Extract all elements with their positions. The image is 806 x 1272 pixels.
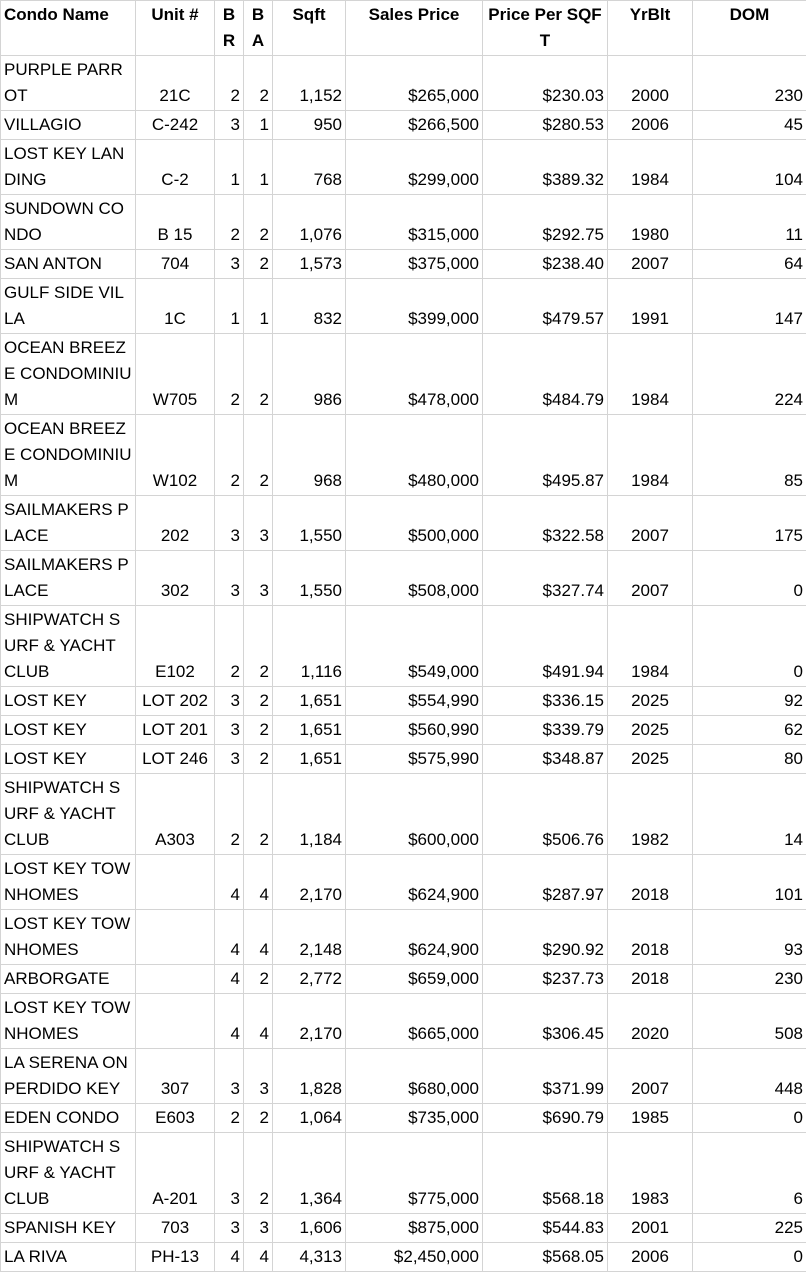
- cell-bedrooms[interactable]: 2: [215, 774, 244, 855]
- cell-year-built[interactable]: 2018: [608, 965, 693, 994]
- cell-condo-name[interactable]: SHIPWATCH SURF & YACHT CLUB: [1, 774, 136, 855]
- cell-bedrooms[interactable]: 3: [215, 1049, 244, 1104]
- cell-bathrooms[interactable]: 2: [244, 334, 273, 415]
- cell-price-per-sqft[interactable]: $287.97: [483, 855, 608, 910]
- cell-year-built[interactable]: 2018: [608, 855, 693, 910]
- cell-year-built[interactable]: 1983: [608, 1133, 693, 1214]
- cell-price-per-sqft[interactable]: $292.75: [483, 195, 608, 250]
- cell-bedrooms[interactable]: 4: [215, 855, 244, 910]
- table-row: [1, 1243, 806, 1272]
- cell-unit-number[interactable]: LOT 201: [136, 716, 215, 745]
- cell-bathrooms[interactable]: 3: [244, 1214, 273, 1243]
- cell-price-per-sqft[interactable]: $306.45: [483, 994, 608, 1049]
- cell-sqft[interactable]: 832: [273, 279, 346, 334]
- cell-sales-price[interactable]: $549,000: [346, 606, 483, 687]
- cell-sales-price[interactable]: $480,000: [346, 415, 483, 496]
- cell-sqft[interactable]: 1,116: [273, 606, 346, 687]
- cell-year-built[interactable]: 2006: [608, 111, 693, 140]
- cell-sales-price[interactable]: $624,900: [346, 910, 483, 965]
- cell-bathrooms[interactable]: 2: [244, 745, 273, 774]
- table-row: [1, 496, 806, 551]
- cell-price-per-sqft[interactable]: $237.73: [483, 965, 608, 994]
- cell-days-on-market[interactable]: 6: [693, 1133, 806, 1214]
- cell-days-on-market[interactable]: 175: [693, 496, 806, 551]
- cell-days-on-market[interactable]: 101: [693, 855, 806, 910]
- cell-year-built[interactable]: 1980: [608, 195, 693, 250]
- cell-bathrooms[interactable]: 3: [244, 551, 273, 606]
- cell-sales-price[interactable]: $375,000: [346, 250, 483, 279]
- cell-unit-number[interactable]: 703: [136, 1214, 215, 1243]
- cell-sqft[interactable]: 1,651: [273, 745, 346, 774]
- cell-bedrooms[interactable]: 4: [215, 1243, 244, 1272]
- cell-bathrooms[interactable]: 3: [244, 496, 273, 551]
- cell-bedrooms[interactable]: 2: [215, 1104, 244, 1133]
- cell-sqft[interactable]: 968: [273, 415, 346, 496]
- column-header-unit-number[interactable]: Unit #: [136, 1, 215, 56]
- cell-condo-name[interactable]: SUNDOWN CONDO: [1, 195, 136, 250]
- cell-sqft[interactable]: 2,170: [273, 994, 346, 1049]
- cell-bathrooms[interactable]: 1: [244, 140, 273, 195]
- table-row: [1, 716, 806, 745]
- cell-sales-price[interactable]: $600,000: [346, 774, 483, 855]
- cell-sales-price[interactable]: $299,000: [346, 140, 483, 195]
- cell-bathrooms[interactable]: 2: [244, 415, 273, 496]
- table-row: [1, 965, 806, 994]
- cell-price-per-sqft[interactable]: $491.94: [483, 606, 608, 687]
- cell-bedrooms[interactable]: 4: [215, 910, 244, 965]
- cell-sqft[interactable]: 1,064: [273, 1104, 346, 1133]
- cell-price-per-sqft[interactable]: $371.99: [483, 1049, 608, 1104]
- cell-condo-name[interactable]: SAN ANTON: [1, 250, 136, 279]
- cell-unit-number[interactable]: LOT 246: [136, 745, 215, 774]
- cell-days-on-market[interactable]: 85: [693, 415, 806, 496]
- cell-days-on-market[interactable]: 80: [693, 745, 806, 774]
- cell-bathrooms[interactable]: 2: [244, 716, 273, 745]
- cell-unit-number[interactable]: W102: [136, 415, 215, 496]
- cell-price-per-sqft[interactable]: $389.32: [483, 140, 608, 195]
- cell-sales-price[interactable]: $2,450,000: [346, 1243, 483, 1272]
- cell-sales-price[interactable]: $624,900: [346, 855, 483, 910]
- cell-sqft[interactable]: 986: [273, 334, 346, 415]
- cell-days-on-market[interactable]: 62: [693, 716, 806, 745]
- cell-sqft[interactable]: 2,772: [273, 965, 346, 994]
- cell-sqft[interactable]: 1,828: [273, 1049, 346, 1104]
- cell-unit-number[interactable]: E102: [136, 606, 215, 687]
- cell-year-built[interactable]: 2020: [608, 994, 693, 1049]
- cell-bedrooms[interactable]: 2: [215, 195, 244, 250]
- cell-days-on-market[interactable]: 45: [693, 111, 806, 140]
- cell-sales-price[interactable]: $875,000: [346, 1214, 483, 1243]
- cell-unit-number[interactable]: A-201: [136, 1133, 215, 1214]
- cell-bathrooms[interactable]: 4: [244, 1243, 273, 1272]
- table-row: [1, 1214, 806, 1243]
- cell-price-per-sqft[interactable]: $506.76: [483, 774, 608, 855]
- table-row: [1, 1104, 806, 1133]
- table-row: [1, 855, 806, 910]
- cell-days-on-market[interactable]: 93: [693, 910, 806, 965]
- cell-condo-name[interactable]: VILLAGIO: [1, 111, 136, 140]
- cell-days-on-market[interactable]: 0: [693, 1243, 806, 1272]
- cell-price-per-sqft[interactable]: $495.87: [483, 415, 608, 496]
- cell-year-built[interactable]: 1984: [608, 334, 693, 415]
- cell-sales-price[interactable]: $735,000: [346, 1104, 483, 1133]
- column-header-bathrooms[interactable]: BA: [244, 1, 273, 56]
- cell-unit-number[interactable]: 307: [136, 1049, 215, 1104]
- cell-bedrooms[interactable]: 2: [215, 415, 244, 496]
- cell-bathrooms[interactable]: 1: [244, 111, 273, 140]
- column-header-condo-name[interactable]: Condo Name: [1, 1, 136, 56]
- cell-sqft[interactable]: 950: [273, 111, 346, 140]
- cell-condo-name[interactable]: LA SERENA ON PERDIDO KEY: [1, 1049, 136, 1104]
- cell-unit-number[interactable]: LOT 202: [136, 687, 215, 716]
- cell-year-built[interactable]: 2006: [608, 1243, 693, 1272]
- cell-condo-name[interactable]: GULF SIDE VILLA: [1, 279, 136, 334]
- cell-sqft[interactable]: 1,184: [273, 774, 346, 855]
- cell-bedrooms[interactable]: 1: [215, 140, 244, 195]
- cell-sales-price[interactable]: $315,000: [346, 195, 483, 250]
- cell-unit-number[interactable]: 704: [136, 250, 215, 279]
- cell-price-per-sqft[interactable]: $479.57: [483, 279, 608, 334]
- cell-sqft[interactable]: 1,651: [273, 687, 346, 716]
- cell-days-on-market[interactable]: 14: [693, 774, 806, 855]
- cell-sqft[interactable]: 1,573: [273, 250, 346, 279]
- table-row: [1, 56, 806, 111]
- cell-bathrooms[interactable]: 4: [244, 994, 273, 1049]
- cell-unit-number[interactable]: [136, 910, 215, 965]
- cell-bedrooms[interactable]: 3: [215, 496, 244, 551]
- cell-condo-name[interactable]: LOST KEY TOWNHOMES: [1, 855, 136, 910]
- cell-year-built[interactable]: 2007: [608, 496, 693, 551]
- cell-bathrooms[interactable]: 1: [244, 279, 273, 334]
- cell-bedrooms[interactable]: 3: [215, 250, 244, 279]
- column-header-year-built[interactable]: YrBlt: [608, 1, 693, 56]
- cell-year-built[interactable]: 1985: [608, 1104, 693, 1133]
- cell-year-built[interactable]: 2007: [608, 551, 693, 606]
- cell-unit-number[interactable]: [136, 855, 215, 910]
- cell-sales-price[interactable]: $508,000: [346, 551, 483, 606]
- cell-year-built[interactable]: 2025: [608, 687, 693, 716]
- cell-condo-name[interactable]: SHIPWATCH SURF & YACHT CLUB: [1, 1133, 136, 1214]
- cell-price-per-sqft[interactable]: $290.92: [483, 910, 608, 965]
- cell-year-built[interactable]: 2001: [608, 1214, 693, 1243]
- cell-bedrooms[interactable]: 4: [215, 965, 244, 994]
- cell-bathrooms[interactable]: 2: [244, 195, 273, 250]
- cell-sqft[interactable]: 2,170: [273, 855, 346, 910]
- cell-sqft[interactable]: 1,364: [273, 1133, 346, 1214]
- cell-sqft[interactable]: 4,313: [273, 1243, 346, 1272]
- cell-sales-price[interactable]: $560,990: [346, 716, 483, 745]
- cell-condo-name[interactable]: LOST KEY: [1, 745, 136, 774]
- cell-condo-name[interactable]: LA RIVA: [1, 1243, 136, 1272]
- cell-sales-price[interactable]: $659,000: [346, 965, 483, 994]
- table-row: [1, 745, 806, 774]
- table-row: [1, 910, 806, 965]
- cell-days-on-market[interactable]: 448: [693, 1049, 806, 1104]
- table-row: [1, 111, 806, 140]
- cell-days-on-market[interactable]: 0: [693, 1104, 806, 1133]
- cell-sqft[interactable]: 2,148: [273, 910, 346, 965]
- cell-unit-number[interactable]: 21C: [136, 56, 215, 111]
- cell-bathrooms[interactable]: 4: [244, 910, 273, 965]
- cell-bedrooms[interactable]: 2: [215, 606, 244, 687]
- cell-condo-name[interactable]: LOST KEY: [1, 687, 136, 716]
- cell-sqft[interactable]: 1,550: [273, 496, 346, 551]
- cell-bedrooms[interactable]: 3: [215, 687, 244, 716]
- column-header-days-on-market[interactable]: DOM: [693, 1, 806, 56]
- table-row: [1, 551, 806, 606]
- cell-price-per-sqft[interactable]: $484.79: [483, 334, 608, 415]
- cell-sales-price[interactable]: $665,000: [346, 994, 483, 1049]
- cell-unit-number[interactable]: C-2: [136, 140, 215, 195]
- cell-year-built[interactable]: 1991: [608, 279, 693, 334]
- cell-bedrooms[interactable]: 1: [215, 279, 244, 334]
- cell-unit-number[interactable]: 302: [136, 551, 215, 606]
- cell-year-built[interactable]: 2007: [608, 1049, 693, 1104]
- cell-bathrooms[interactable]: 2: [244, 606, 273, 687]
- cell-year-built[interactable]: 1984: [608, 606, 693, 687]
- cell-price-per-sqft[interactable]: $322.58: [483, 496, 608, 551]
- cell-bedrooms[interactable]: 3: [215, 1214, 244, 1243]
- table-row: [1, 774, 806, 855]
- cell-condo-name[interactable]: SPANISH KEY: [1, 1214, 136, 1243]
- cell-bathrooms[interactable]: 3: [244, 1049, 273, 1104]
- cell-unit-number[interactable]: [136, 994, 215, 1049]
- cell-year-built[interactable]: 2025: [608, 745, 693, 774]
- cell-days-on-market[interactable]: 0: [693, 606, 806, 687]
- cell-sales-price[interactable]: $500,000: [346, 496, 483, 551]
- cell-year-built[interactable]: 2000: [608, 56, 693, 111]
- cell-sales-price[interactable]: $775,000: [346, 1133, 483, 1214]
- cell-sqft[interactable]: 1,651: [273, 716, 346, 745]
- cell-days-on-market[interactable]: 104: [693, 140, 806, 195]
- cell-unit-number[interactable]: 202: [136, 496, 215, 551]
- cell-condo-name[interactable]: SHIPWATCH SURF & YACHT CLUB: [1, 606, 136, 687]
- cell-sqft[interactable]: 1,606: [273, 1214, 346, 1243]
- cell-sqft[interactable]: 1,152: [273, 56, 346, 111]
- cell-price-per-sqft[interactable]: $336.15: [483, 687, 608, 716]
- cell-unit-number[interactable]: 1C: [136, 279, 215, 334]
- table-row: [1, 687, 806, 716]
- cell-sales-price[interactable]: $266,500: [346, 111, 483, 140]
- cell-bathrooms[interactable]: 4: [244, 855, 273, 910]
- cell-price-per-sqft[interactable]: $544.83: [483, 1214, 608, 1243]
- cell-condo-name[interactable]: LOST KEY TOWNHOMES: [1, 994, 136, 1049]
- cell-sqft[interactable]: 1,550: [273, 551, 346, 606]
- cell-price-per-sqft[interactable]: $568.18: [483, 1133, 608, 1214]
- column-header-bedrooms[interactable]: BR: [215, 1, 244, 56]
- cell-sqft[interactable]: 768: [273, 140, 346, 195]
- cell-days-on-market[interactable]: 230: [693, 965, 806, 994]
- cell-price-per-sqft[interactable]: $238.40: [483, 250, 608, 279]
- cell-days-on-market[interactable]: 230: [693, 56, 806, 111]
- cell-unit-number[interactable]: [136, 965, 215, 994]
- cell-bathrooms[interactable]: 2: [244, 687, 273, 716]
- cell-unit-number[interactable]: E603: [136, 1104, 215, 1133]
- cell-days-on-market[interactable]: 11: [693, 195, 806, 250]
- cell-price-per-sqft[interactable]: $348.87: [483, 745, 608, 774]
- cell-bathrooms[interactable]: 2: [244, 774, 273, 855]
- cell-year-built[interactable]: 2018: [608, 910, 693, 965]
- cell-condo-name[interactable]: SAILMAKERS PLACE: [1, 496, 136, 551]
- cell-price-per-sqft[interactable]: $690.79: [483, 1104, 608, 1133]
- cell-bathrooms[interactable]: 2: [244, 56, 273, 111]
- cell-condo-name[interactable]: LOST KEY TOWNHOMES: [1, 910, 136, 965]
- header-row: [1, 1, 806, 56]
- cell-bedrooms[interactable]: 2: [215, 334, 244, 415]
- cell-days-on-market[interactable]: 64: [693, 250, 806, 279]
- table-row: [1, 606, 806, 687]
- column-header-sales-price[interactable]: Sales Price: [346, 1, 483, 56]
- cell-days-on-market[interactable]: 225: [693, 1214, 806, 1243]
- cell-days-on-market[interactable]: 0: [693, 551, 806, 606]
- cell-sales-price[interactable]: $478,000: [346, 334, 483, 415]
- cell-unit-number[interactable]: C-242: [136, 111, 215, 140]
- cell-bathrooms[interactable]: 2: [244, 1133, 273, 1214]
- cell-sqft[interactable]: 1,076: [273, 195, 346, 250]
- cell-condo-name[interactable]: OCEAN BREEZE CONDOMINIUM: [1, 334, 136, 415]
- cell-days-on-market[interactable]: 92: [693, 687, 806, 716]
- cell-price-per-sqft[interactable]: $568.05: [483, 1243, 608, 1272]
- cell-bathrooms[interactable]: 2: [244, 1104, 273, 1133]
- cell-condo-name[interactable]: PURPLE PARROT: [1, 56, 136, 111]
- cell-sales-price[interactable]: $575,990: [346, 745, 483, 774]
- cell-sales-price[interactable]: $554,990: [346, 687, 483, 716]
- cell-condo-name[interactable]: LOST KEY LANDING: [1, 140, 136, 195]
- cell-unit-number[interactable]: B 15: [136, 195, 215, 250]
- table-row: [1, 334, 806, 415]
- cell-days-on-market[interactable]: 224: [693, 334, 806, 415]
- cell-bedrooms[interactable]: 3: [215, 745, 244, 774]
- table-row: [1, 195, 806, 250]
- cell-sales-price[interactable]: $399,000: [346, 279, 483, 334]
- table-row: [1, 279, 806, 334]
- cell-year-built[interactable]: 1984: [608, 415, 693, 496]
- cell-sales-price[interactable]: $265,000: [346, 56, 483, 111]
- cell-bathrooms[interactable]: 2: [244, 965, 273, 994]
- cell-year-built[interactable]: 2007: [608, 250, 693, 279]
- cell-bedrooms[interactable]: 4: [215, 994, 244, 1049]
- table-row: [1, 250, 806, 279]
- table-row: [1, 1049, 806, 1104]
- cell-condo-name[interactable]: ARBORGATE: [1, 965, 136, 994]
- column-header-price-per-sqft[interactable]: Price Per SQFT: [483, 1, 608, 56]
- cell-price-per-sqft[interactable]: $339.79: [483, 716, 608, 745]
- column-header-sqft[interactable]: Sqft: [273, 1, 346, 56]
- cell-condo-name[interactable]: EDEN CONDO: [1, 1104, 136, 1133]
- table-row: [1, 1133, 806, 1214]
- cell-sales-price[interactable]: $680,000: [346, 1049, 483, 1104]
- cell-bathrooms[interactable]: 2: [244, 250, 273, 279]
- cell-condo-name[interactable]: LOST KEY: [1, 716, 136, 745]
- cell-days-on-market[interactable]: 147: [693, 279, 806, 334]
- cell-price-per-sqft[interactable]: $230.03: [483, 56, 608, 111]
- cell-year-built[interactable]: 1984: [608, 140, 693, 195]
- table-row: [1, 994, 806, 1049]
- cell-price-per-sqft[interactable]: $327.74: [483, 551, 608, 606]
- table-row: [1, 415, 806, 496]
- cell-condo-name[interactable]: OCEAN BREEZE CONDOMINIUM: [1, 415, 136, 496]
- cell-days-on-market[interactable]: 508: [693, 994, 806, 1049]
- cell-unit-number[interactable]: PH-13: [136, 1243, 215, 1272]
- cell-bedrooms[interactable]: 3: [215, 551, 244, 606]
- cell-year-built[interactable]: 1982: [608, 774, 693, 855]
- cell-unit-number[interactable]: W705: [136, 334, 215, 415]
- table-header: [1, 1, 806, 56]
- cell-unit-number[interactable]: A303: [136, 774, 215, 855]
- cell-condo-name[interactable]: SAILMAKERS PLACE: [1, 551, 136, 606]
- cell-year-built[interactable]: 2025: [608, 716, 693, 745]
- cell-bedrooms[interactable]: 3: [215, 111, 244, 140]
- cell-bedrooms[interactable]: 2: [215, 56, 244, 111]
- cell-bedrooms[interactable]: 3: [215, 716, 244, 745]
- table-body: [1, 56, 806, 1272]
- cell-bedrooms[interactable]: 3: [215, 1133, 244, 1214]
- table-row: [1, 140, 806, 195]
- cell-price-per-sqft[interactable]: $280.53: [483, 111, 608, 140]
